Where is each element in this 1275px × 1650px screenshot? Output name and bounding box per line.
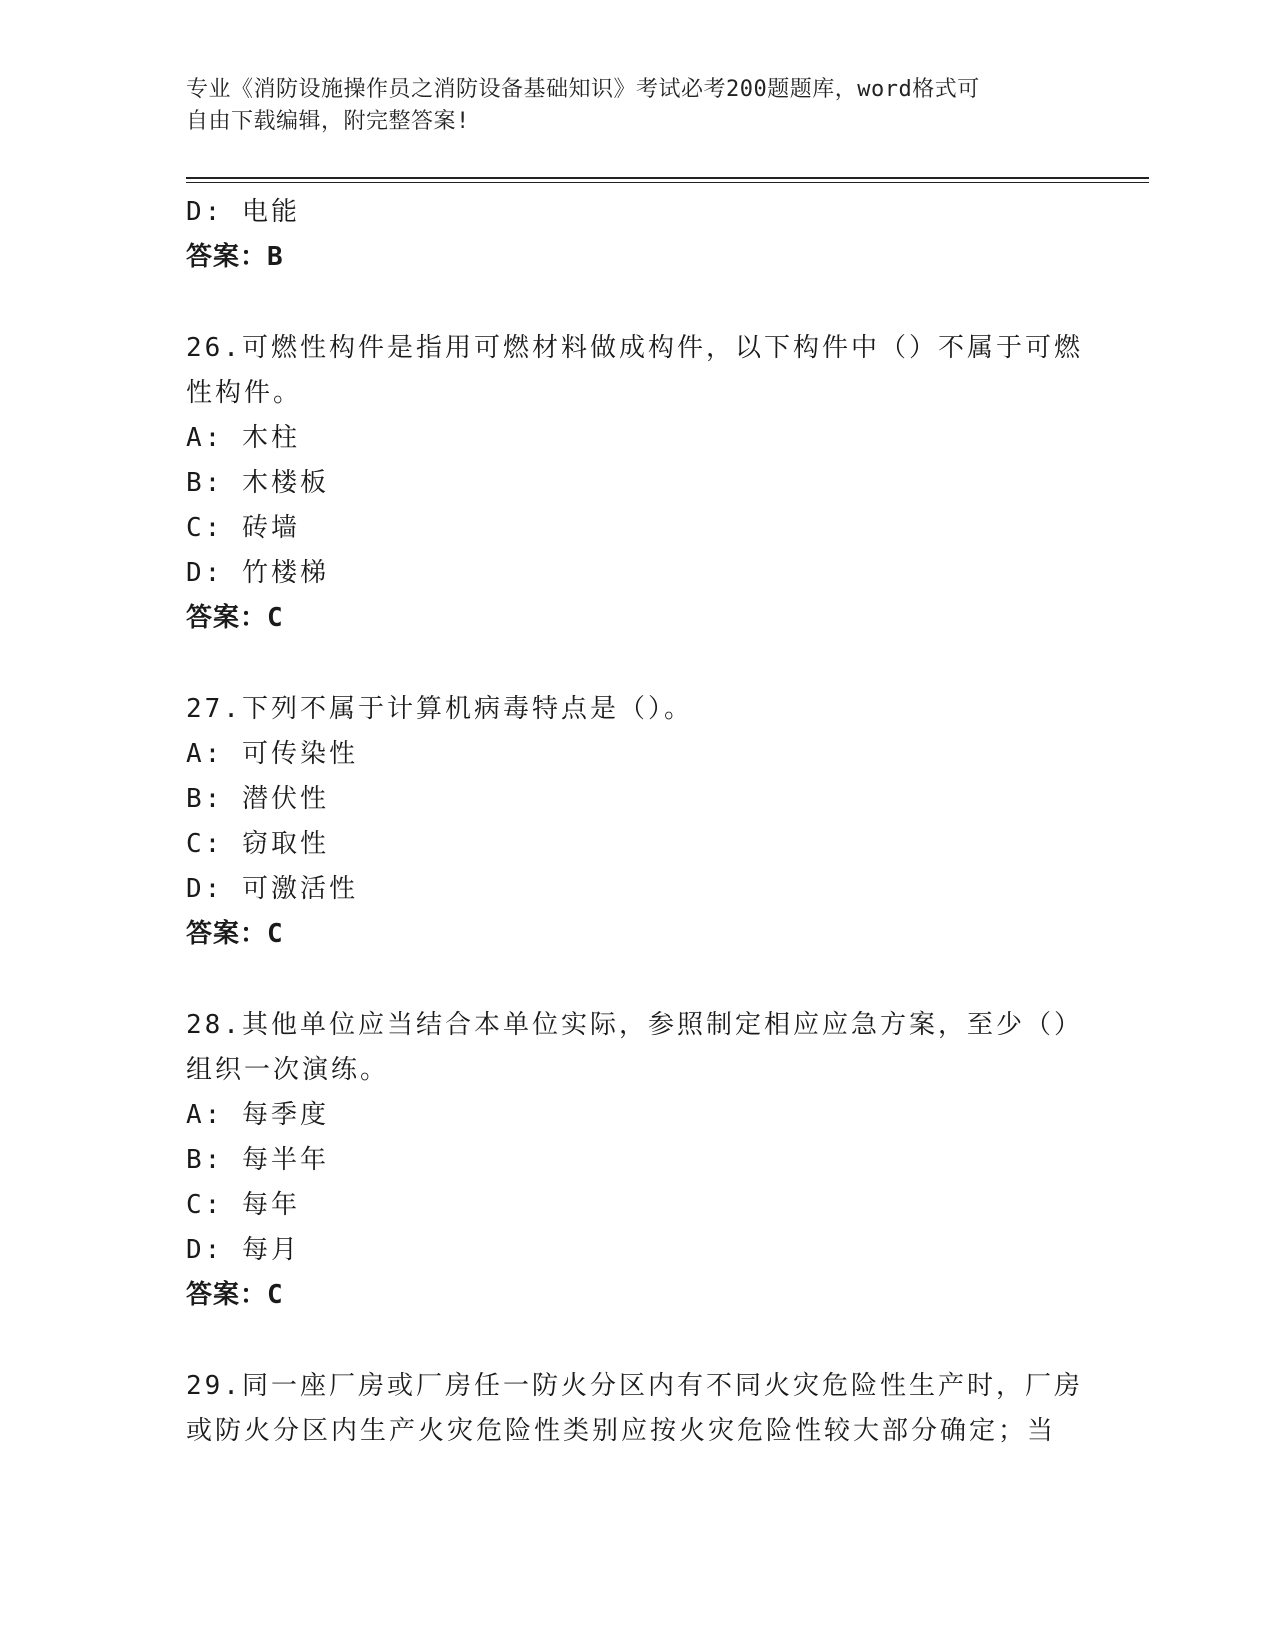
question-text-line-2: 或防火分区内生产火灾危险性类别应按火灾危险性较大部分确定；当 [186, 1416, 1057, 1446]
option-c: C: 砖墙 [186, 513, 300, 543]
option-a: A: 木柱 [186, 423, 300, 453]
option-b: B: 潜伏性 [186, 784, 329, 814]
option-b: B: 木楼板 [186, 468, 329, 498]
option-c: C: 每年 [186, 1190, 300, 1220]
header-title-line-2: 自由下载编辑，附完整答案! [186, 109, 470, 134]
header-rule-thin [186, 182, 1149, 183]
option-d: D: 竹楼梯 [186, 558, 329, 588]
header-title-line-1: 专业《消防设施操作员之消防设备基础知识》考试必考200题题库，word格式可 [186, 77, 980, 102]
option-a: A: 可传染性 [186, 739, 358, 769]
question-list [186, 190, 1086, 1454]
answer: 答案：C [186, 603, 284, 633]
previous-question-tail [186, 190, 1086, 280]
option-a: A: 每季度 [186, 1100, 329, 1130]
answer: 答案：C [186, 919, 284, 949]
option-c: C: 窃取性 [186, 829, 329, 859]
option-d: D: 电能 [186, 197, 300, 227]
option-d: D: 可激活性 [186, 874, 358, 904]
option-d: D: 每月 [186, 1235, 300, 1265]
question-text-line-1: 26.可燃性构件是指用可燃材料做成构件，以下构件中（）不属于可燃 [186, 333, 1083, 363]
question-26 [186, 326, 1086, 641]
answer: 答案：C [186, 1280, 284, 1310]
option-b: B: 每半年 [186, 1145, 329, 1175]
question-28 [186, 1003, 1086, 1318]
question-text-line-1: 29.同一座厂房或厂房任一防火分区内有不同火灾危险性生产时，厂房 [186, 1371, 1083, 1401]
answer: 答案：B [186, 242, 284, 272]
question-text-line-1: 27.下列不属于计算机病毒特点是（）。 [186, 694, 693, 724]
question-text-line-1: 28.其他单位应当结合本单位实际，参照制定相应应急方案，至少（） [186, 1010, 1083, 1040]
question-text-line-2: 性构件。 [186, 378, 303, 408]
question-29 [186, 1364, 1086, 1454]
question-text-line-2: 组织一次演练。 [186, 1055, 390, 1085]
question-27 [186, 687, 1086, 957]
header-rule-thick [186, 177, 1149, 179]
document-header [186, 74, 1066, 138]
